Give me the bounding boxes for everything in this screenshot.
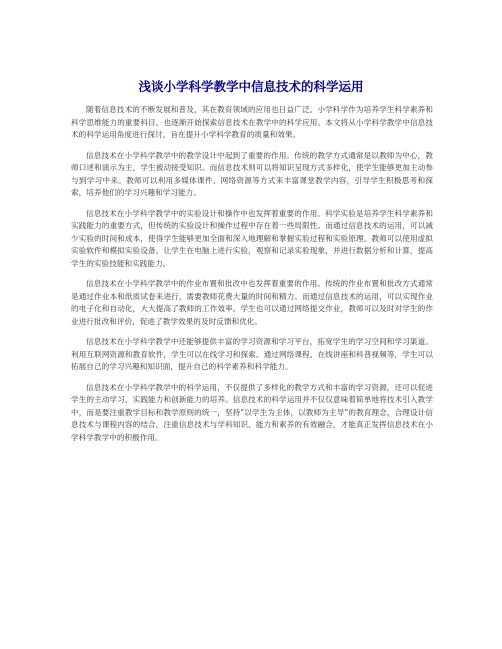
paragraph-4: 信息技术在小学科学教学中的作业布置和批改中也发挥着重要的作用。传统的作业布置和批改方式通常是通过作业本和纸质试卷来进行，需要教师花费大量的时间和精力。而通过信息技术的运用，可以实现作业的电子化和自动化，大大提高了教师的工作效率。学生也可以通过网络提交作业，教师可以及时对学生的作业进行批改和评价，促进了教学效果的及时反馈和优化。 [71,279,433,326]
paragraph-1: 随着信息技术的不断发展和普及，其在教育领域的应用也日益广泛。小学科学作为培养学生科学素养和科学思维能力的重要科目，也逐渐开始探索信息技术在教学中的科学应用。本文将从小学科学教学中信息技术的科学运用角度进行探讨，旨在提升小学科学教育的质量和效果。 [71,105,433,139]
document-body [71,104,433,452]
document-title: 浅谈小学科学教学中信息技术的科学运用 [138,79,364,94]
paragraph-6: 信息技术在小学科学教学中的科学运用，不仅提供了多样化的教学方式和丰富的学习资源，还可以促进学生的主动学习、实践能力和创新能力的培养。信息技术的科学运用并不仅仅意味着简单地将技术引入教学中，而是要注重教学目标和教学原则的统一，坚持“以学生为主体，以教师为主导”的教育理念，合理设计信息技术与课程内容的结合，注重信息技术与学科知识、能力和素养的有效融合，才能真正发挥信息技术在小学科学教学中的积极作用。 [71,382,433,442]
paragraph-2: 信息技术在小学科学教学中的教学设计中起到了重要的作用。传统的教学方式通常是以教师为中心，教师口述和演示为主，学生被动接受知识。而信息技术则可以将知识呈现方式多样化，使学生能够更加主动参与到学习中来。教师可以利用多媒体课件、网络资源等方式来丰富课堂教学内容，引导学生积极思考和探索，培养他们的学习兴趣和学习能力。 [71,150,433,197]
paragraph-3: 信息技术在小学科学教学中的实验设计和操作中也发挥着重要的作用。科学实验是培养学生科学素养和实践能力的重要方式，但传统的实验设计和操作过程中存在着一些局限性。而通过信息技术的运用，可以减少实验的时间和成本，使得学生能够更加全面和深入地理解和掌握实验过程和实验原理。教师可以使用虚拟实验软件和模拟实验设备，让学生在电脑上进行实验，观察和记录实验现象，并进行数据分析和计算，提高学生的实验技能和实践能力。 [71,208,433,268]
paragraph-5: 信息技术在小学科学教学中还能够提供丰富的学习资源和学习平台，拓宽学生的学习空间和学习渠道。利用互联网资源和教育软件，学生可以在线学习和探索。通过网络课程、在线讲座和科普视频等，学生可以拓展自己的学习兴趣和知识面，提升自己的科学素养和科学能力。 [71,337,433,371]
